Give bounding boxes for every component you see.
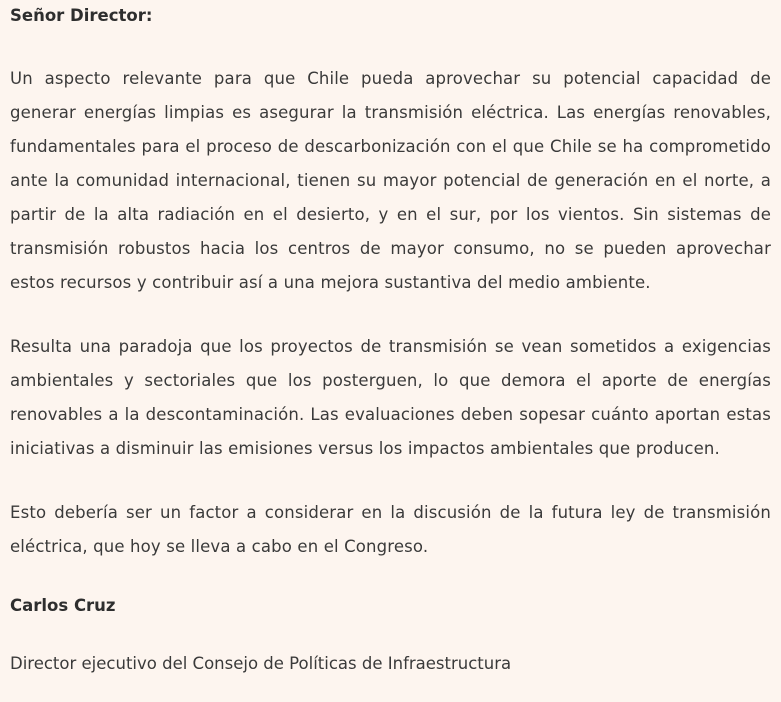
author-name: Carlos Cruz bbox=[10, 596, 116, 615]
author-role: Director ejecutivo del Consejo de Políticas de Infraestructura bbox=[10, 654, 512, 673]
paragraph-3: Esto debería ser un factor a considerar en la discusión de la futura ley de transmisión eléctrica, que hoy se lleva a cabo en el Congreso. bbox=[10, 503, 771, 556]
paragraph-2: Resulta una paradoja que los proyectos de transmisión se vean sometidos a exigencias ambientales y sectoriales que los posterguen, lo que demora el aporte de energías renovables a la descontaminación. Las evaluaciones deben sopesar cuánto aportan estas iniciativas a disminuir las emisiones versus los impactos ambientales que producen. bbox=[10, 337, 771, 458]
salutation: Señor Director: bbox=[10, 6, 153, 25]
paragraph-1: Un aspecto relevante para que Chile pueda aprovechar su potencial capacidad de generar energías limpias es asegurar la transmisión eléctrica. Las energías renovables, fundamentales para el proceso de descarbonización con el que Chile se ha comprometido ante la comunidad internacional, tienen su mayor potencial de generación en el norte, a partir de la alta radiación en el desierto, y en el sur, por los vientos. Sin sistemas de transmisión robustos hacia los centros de mayor consumo, no se pueden aprovechar estos recursos y contribuir así a una mejora sustantiva del medio ambiente. bbox=[10, 69, 771, 292]
